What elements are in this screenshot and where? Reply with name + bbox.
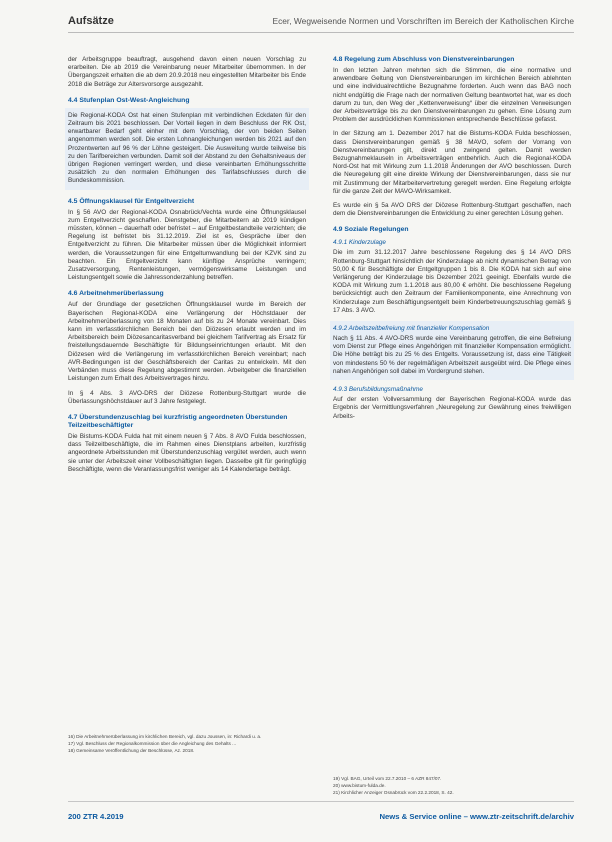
text-arbeitszeitbefreiung: Nach § 11 Abs. 4 AVO-DRS wurde eine Vereinbarung getroffen, die eine Befreiung vom Dienst zur Pflege eines Angehörigen mit finanzieller Kompensation ermöglicht. Die Höhe beträgt bis zu 25 % des Entgelts. Voraussetzung ist, dass eine Tätigkeit von mindestens 50 % der regelmäßigen Arbeitszeit ausgeübt wird. Die Pflege eines nahen Angehörigen soll dabei im Vordergrund stehen. xyxy=(333,335,571,375)
text-dienstvereinbarungen-3: Es wurde ein § 5a AVO DRS der Diözese Rottenburg-Stuttgart geschaffen, nach dem die Dienstvereinbarungen die Entwicklung zu einer gerechten Lösung gehen. xyxy=(333,202,571,218)
box-arbeitszeitbefreiung xyxy=(330,321,574,380)
heading-ueberstundenzuschlag: 4.7 Überstundenzuschlag bei kurzfristig angeordneten Überstunden Teilzeitbeschäftigter xyxy=(68,413,288,429)
footnotes-left xyxy=(68,734,306,755)
footnote: 21) Kirchlicher Anzeiger Osnabrück vom 22.2.2018, S. 42. xyxy=(333,790,454,795)
footnotes-right xyxy=(333,776,571,797)
footnote: 18) Gemeinsame Veröffentlichung der Beschlüsse, Az. 2018. xyxy=(68,748,195,753)
footnote: 19) Vgl. BAG, Urteil vom 22.7.2010 – 6 AZR 847/07. xyxy=(333,776,442,781)
archive-link[interactable]: News & Service online – www.ztr-zeitschrift.de/archiv xyxy=(379,812,574,821)
text-stufenplan: Die Regional-KODA Ost hat einen Stufenplan mit verbindlichen Eckdaten für den Zeitraum bis 2021 beschlossen. Der Vorteil liegen in dem Beschluss der RK Ost, erwartbarer Bedarf geht einher mit dem Vorschlag, der von beiden Seiten angenommen werden soll. Die ersten Lohnangleichungen werden bis 2021 auf den Prozentwerten auf 96 % der Löhne gesteigert. Die Ausweitung wurde teilweise bis zu den Tarifbereichen verbunden. Damit soll der Abstand zu den Gehaltsniveaus der übrigen Regionen verringert werden, und diese vereinbarten Erhöhungsschritte zusätzlich zu den normalen Erhöhungen des Tarifabschlusses durch die Bundeskommission. xyxy=(68,111,306,185)
footnote: 16) Die Arbeitnehmerüberlassung im kirchlichen Bereich, vgl. dazu Joussen, in: Richardi u. a. xyxy=(68,734,262,739)
footnote: 20) www.bistum-fulda.de. xyxy=(333,783,386,788)
subheading-arbeitszeitbefreiung: 4.9.2 Arbeitszeitbefreiung mit finanzieller Kompensation xyxy=(333,325,490,333)
heading-stufenplan: 4.4 Stufenplan Ost-West-Angleichung xyxy=(68,96,190,104)
left-column xyxy=(68,56,306,480)
heading-arbeitnehmerueberlassung: 4.6 Arbeitnehmerüberlassung xyxy=(68,290,164,298)
text-dienstvereinbarungen: In den letzten Jahren mehrten sich die Stimmen, die eine normative und anwendbare Geltung von Dienstvereinbarungen im kirchlichen Bereich ablehnten und eine individualrechtliche Bezugnahme forderten. Auch wenn das BAG noch nicht endgültig die Frage nach der normativen Geltung beantwortet hat, war es doch darum zu tun, den Weg der „Kettenverweisung“ über die einzelnen Verweisungen der Arbeitsverträge bis zu den Dienstvereinbarungen zu gehen. Eine Lösung zum Problem der ausdrücklichen Kommissionen entsprechende Beschlüsse gefasst. xyxy=(333,67,571,124)
subheading-kinderzulage: 4.9.1 Kinderzulage xyxy=(333,239,386,247)
section-label: Aufsätze xyxy=(68,15,114,27)
text-dienstvereinbarungen-2: In der Sitzung am 1. Dezember 2017 hat die Bistums-KODA Fulda beschlossen, dass Dienstvereinbarungen gemäß § 38 MAVO, sofern der Vorrang von Dienstvereinbarungen gilt, direkt und zwingend gelten. Damit werden Bezugnahmeklauseln in Arbeitsverträgen entbehrlich. Auch die Regional-KODA Nord-Ost hat mit Wirkung zum 1.1.2018 Änderungen der AVO beschlossen. Durch die Neuregelung gilt eine direkte Wirkung der Dienstvereinbarungen, dass sie nur mit Zustimmung der Mitarbeitervertretung geregelt werden. Eine Regelung erfolgte für die ganze Zeit der MAVO-Wirksamkeit. xyxy=(333,130,571,195)
text-arbeitnehmerueberlassung: Auf der Grundlage der gesetzlichen Öffnungsklausel wurde im Bereich der Bayerischen Regional-KODA eine Verlängerung der Höchstdauer der Arbeitnehmerüberlassung von 18 Monaten auf bis zu 24 Monate vereinbart. Dies kann im verfasstkirchlichen Bereich bei den Diözesen erlaubt werden und im Arbeitsbereich beim Diözesancaritasverband bei gleichem Tarifvertrag als Ersatz für freistellungsdauernde Beschäftigte für Bildungseinrichtungen erlaubt. Mit den Diözesen wird die Verlängerung im verfasstkirchlichen Bereich vereinbart; nach AVR-Bedingungen ist der Geschäftsbereich der Caritas zu entwickeln. Mit den Verbänden muss diese Regelung abgestimmt werden. Arbeitgeber die finanziellen Leistungen zum Erhalt des Arbeitsvertrages hinzu. xyxy=(68,301,306,383)
text-berufsbildung: Auf der ersten Vollversammlung der Bayerischen Regional-KODA wurde das Ergebnis der Vermittlungsverfahren „Neuregelung zur Gewährung eines freiwilligen Arbeits- xyxy=(333,396,571,420)
text-arbeitnehmerueberlassung-2: In § 4 Abs. 3 AVO-DRS der Diözese Rottenburg-Stuttgart wurde die Überlassungshöchstdauer auf 3 Jahre festgelegt. xyxy=(68,389,306,405)
box-stufenplan xyxy=(65,108,309,190)
footer-divider xyxy=(68,801,574,802)
running-header xyxy=(68,12,574,33)
running-title: Ecer, Wegweisende Normen und Vorschriften im Bereich der Katholischen Kirche xyxy=(272,16,574,26)
page-number: 200 ZTR 4.2019 xyxy=(68,812,124,821)
heading-dienstvereinbarungen: 4.8 Regelung zum Abschluss von Dienstvereinbarungen xyxy=(333,56,515,63)
text-kinderzulage: Die im zum 31.12.2017 Jahre beschlossene Regelung des § 14 AVO DRS Rottenburg-Stuttgart hinsichtlich der Kinderzulage ab nicht dynamischen Betrag von 50,00 € für Beschäftigte der Entgeltgruppen 1 bis 8. Die KODA hat sich auf eine Verlängerung der Kinderzulage bis Dezember 2021 geeinigt. Ebenfalls wurde die KODA mit Wirkung zum 1.1.2018 aus 80,00 € erhöht. Die beschlossene Regelung berücksichtigt auch den Zeitraum der Familienkomponente, eine Anrechnung von Kinderzulage zum Beschäftigungsentgelt beim Kinderbetreuungszuschlag gemäß § 17 Abs. 3 AVO. xyxy=(333,249,571,314)
text-oeffnungsklausel: In § 56 AVO der Regional-KODA Osnabrück/Vechta wurde eine Öffnungsklausel zum Entgeltverzicht geschaffen. Dienstgeber, die Mitarbeitern ab 2019 kündigen müssten, können – dauerhaft oder befristet – auf Entgeltbestandteile verzichten; die Regelung ist befristet bis 31.12.2019. Ziel ist es, Gespräche über den Entgeltverzicht zu führen. Die Mitarbeiter müssen über die Möglichkeit informiert werden, die Voraussetzungen für eine Entgeltumwandlung bei der KZVK sind zu beachten. Ein Entgeltverzicht kann künftige Ansprüche verringern; Zusatzversorgung, Rentenleistungen, vermögenswirksame Leistungen und Leistungsentgelt sowie die Jahressonderzahlung betreffen. xyxy=(68,208,306,282)
intro-paragraph: der Arbeitsgruppe beauftragt, ausgehend davon einen neuen Vorschlag zu erarbeiten. Die ab 2019 die Vereinbarung neuer Mitarbeiter übernommen. In der Übergangszeit erhalten die ab dem 20.9.2018 neu eingestellten Mitarbeiter bis Ende 2018 die Beträge zur Altersvorsorge ausgezahlt. xyxy=(68,56,306,88)
text-ueberstundenzuschlag: Die Bistums-KODA Fulda hat mit einem neuen § 7 Abs. 8 AVO Fulda beschlossen, dass Teilzeitbeschäftigte, die im Rahmen eines Dienstplans arbeiten, kurzfristig angeordnete Arbeitsstunden mit Überstundenzuschlag vergütet werden, auch wenn sie unter der Arbeitszeit einer Vollbeschäftigten liegen. Dasselbe gilt für geringfügig Beschäftigte, wenn die Veranlassungsfrist weniger als 14 Kalendertage beträgt. xyxy=(68,432,306,473)
footnote: 17) Vgl. Beschluss der Regionalkommission über die Angleichung des Gehalts ... xyxy=(68,741,237,746)
heading-soziale-regelungen: 4.9 Soziale Regelungen xyxy=(333,226,409,234)
heading-oeffnungsklausel: 4.5 Öffnungsklausel für Entgeltverzicht xyxy=(68,197,195,205)
subheading-berufsbildung: 4.9.3 Berufsbildungsmaßnahme xyxy=(333,386,423,394)
right-column xyxy=(333,56,571,427)
